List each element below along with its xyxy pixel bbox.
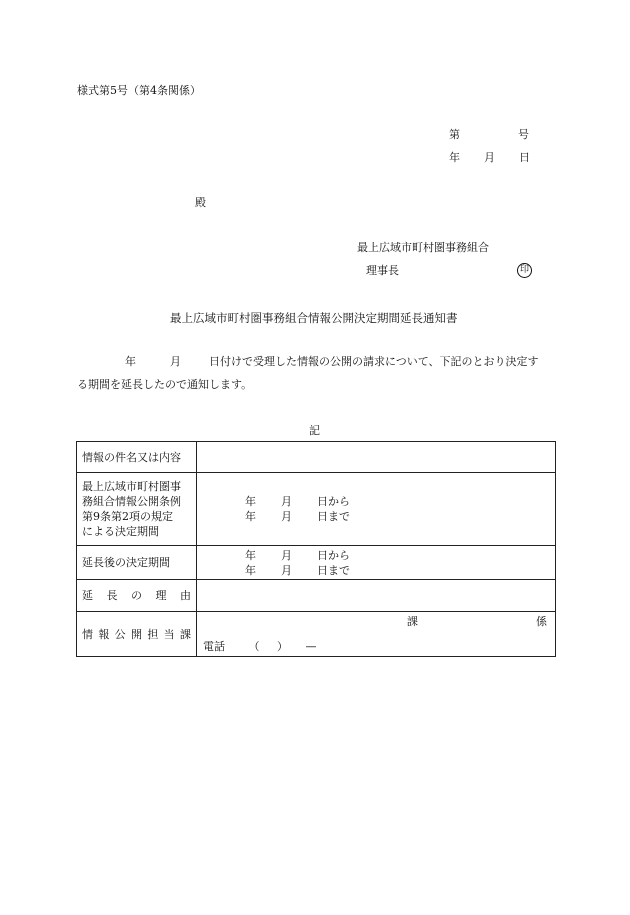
body-text-line-2: る期間を延長したので通知します。	[77, 378, 253, 391]
row2-label-line: 最上広域市町村圏事	[82, 480, 181, 493]
ki-heading: 記	[309, 424, 320, 437]
row2-label-line: 務組合情報公開条例	[82, 495, 181, 508]
row5-label: 情 報 公 開 担 当 課	[77, 612, 197, 657]
table-row	[77, 612, 556, 657]
document-title: 最上広域市町村圏事務組合情報公開決定期間延長通知書	[170, 311, 458, 325]
seal-mark-icon: 印	[517, 263, 532, 278]
kakari-label: 係	[536, 615, 547, 628]
row3-label: 延長後の決定期間	[77, 546, 197, 580]
phone-label: 電話	[203, 640, 225, 653]
row1-value[interactable]	[197, 442, 556, 473]
date-day: 日	[519, 151, 530, 164]
date-year: 年	[449, 151, 460, 164]
table-row	[77, 580, 556, 612]
row3-value[interactable]	[197, 546, 556, 580]
info-table	[76, 441, 556, 657]
row2-label-line: による決定期間	[82, 525, 159, 538]
table-row	[77, 473, 556, 546]
table-row	[77, 442, 556, 473]
issue-date-line	[449, 151, 530, 165]
extended-date-from: 年 月 日から	[245, 548, 350, 562]
row1-label: 情報の件名又は内容	[77, 442, 197, 473]
phone-open-paren: （	[248, 640, 260, 653]
row2-label	[77, 473, 197, 546]
date-to: 年 月 日まで	[245, 510, 350, 523]
phone-line	[203, 639, 317, 654]
body-month: 月	[170, 355, 181, 368]
table-row	[77, 546, 556, 580]
row5-value[interactable]	[197, 612, 556, 657]
row2-label-line: 第9条第2項の規定	[82, 510, 173, 523]
form-label: 様式第5号（第4条関係）	[77, 84, 201, 97]
date-from: 年 月 日から	[245, 495, 350, 508]
doc-number-suffix: 号	[518, 128, 529, 141]
extended-date-to: 年 月 日まで	[245, 563, 350, 577]
ka-label: 課	[407, 615, 418, 628]
body-text-line-1	[125, 355, 539, 369]
row2-value[interactable]	[197, 473, 556, 546]
body-line1-rest: 日付けで受理した情報の公開の請求について、下記のとおり決定す	[209, 355, 539, 368]
sender-org-name: 最上広域市町村圏事務組合	[357, 241, 489, 254]
phone-dash: —	[305, 640, 317, 653]
doc-number-prefix: 第	[449, 128, 460, 141]
phone-close-paren: ）	[277, 640, 288, 653]
addressee-honorific: 殿	[195, 196, 206, 209]
sender-title: 理事長	[366, 264, 399, 277]
row4-value[interactable]	[197, 580, 556, 612]
row4-label: 延 長 の 理 由	[77, 580, 197, 612]
date-month: 月	[484, 151, 495, 164]
document-number-line	[449, 128, 529, 142]
body-year: 年	[125, 355, 136, 368]
